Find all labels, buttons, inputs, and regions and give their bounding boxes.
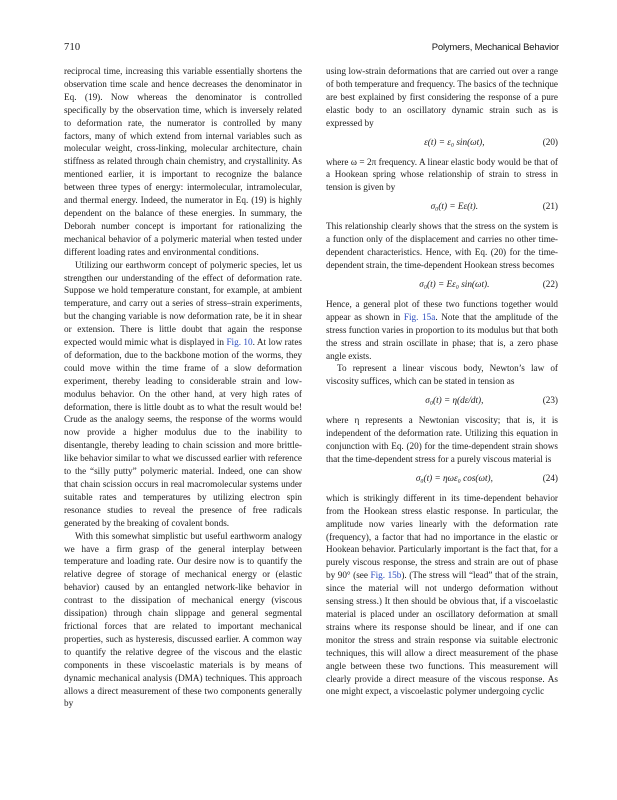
- equation-24: σ₀(t) = ηωε₀ cos(ωt), (24): [415, 472, 558, 483]
- paragraph: which is strikingly different in its time-dependent behavior from the Hookean stress elastic response. In particular, the amplitude now varies linearly with the deformation rate (frequency), a factor that had no importance in the elastic or Hookean behavior. Particularly important is the fact that, for a purely viscous response, the stress and strain are out of phase by 90° (see Fig. 15b). (The stress will “lead” that of the strain, since the material will not undergo deformation without sensing stress.) It then should be obvious that, if a viscoelastic material is placed under an oscillatory deformation at small strains where its response should be linear, and if one can monitor the stress and strain response via suitable electronic techniques, this will allow a direct measurement of the phase angle between these two functions. This measurement will clearly provide a direct measure of the viscous response. As one might expect, a viscoelastic polymer undergoing cyclic: [326, 492, 558, 697]
- page-number: 710: [64, 42, 81, 53]
- equation-number: (24): [542, 472, 558, 483]
- equation-22: σ₀(t) = Eε₀ sin(ωt). (22): [419, 278, 558, 289]
- paragraph: With this somewhat simplistic but useful earthworm analogy we have a firm grasp of the general interplay between temperature and loading rate. Our desire now is to quantify the relative degree of storage of mechanical energy or (elastic behavior) caused by an entangled network-like behavior in contrast to the dissipation of mechanical energy (viscous dissipation) through chain slippage and general segmental frictional forces that are related to important mechanical properties, such as hysteresis, discussed earlier. A common way to quantify the relative degree of the viscous and the elastic components in these viscoelastic materials is by means of dynamic mechanical analysis (DMA) techniques. This approach allows a direct measurement of these two components generally by: [64, 530, 302, 709]
- equation-number: (20): [542, 136, 558, 147]
- figure-link[interactable]: Fig. 15b: [370, 570, 402, 581]
- paragraph: To represent a linear viscous body, Newton’s law of viscosity suffices, which can be stated in tension as: [326, 363, 558, 387]
- figure-link[interactable]: Fig. 10: [226, 337, 253, 348]
- paragraph: where ω = 2π frequency. A linear elastic body would be that of a Hookean spring whose relationship of strain to stress in tension is given by: [326, 156, 558, 193]
- paragraph: reciprocal time, increasing this variable essentially shortens the observation time scale and hence decreases the denominator in Eq. (19). Now whereas the denominator is controlled specifically by the observation time, which is inversely related to deformation rate, the numerator is controlled by many factors, many of which extend from internal variables such as molecular weight, cross-linking, molecular architecture, chain stiffness as related through chain chemistry, and crystallinity. As mentioned earlier, it is important to recognize the balance between three types of energy: intermolecular, intramolecular, and thermal energy. Indeed, the numerator in Eq. (19) is highly dependent on the balance of these energies. In summary, the Deborah number concept is important for rationalizing the mechanical behavior of a polymeric material when tested under different loading rates and environmental conditions.: [64, 66, 302, 257]
- paragraph: where η represents a Newtonian viscosity; that is, it is independent of the deformation rate. Utilizing this equation in conjunction with Eq. (20) for the time-dependent strain shows that the time-dependent stress for a purely viscous material is: [326, 415, 558, 464]
- equation-23: σ₀(t) = η(dε/dt), (23): [425, 395, 558, 406]
- paragraph: Utilizing our earthworm concept of polymeric species, let us strengthen our understanding of the effect of deformation rate. Suppose we hold temperature constant, for example, at ambient temperature, and carry out a series of stress–strain experiments, but the changing variable is now deformation rate, be it in shear or extension. There is little doubt that again the response expected would mimic what is displayed in Fig. 10. At low rates of deformation, due to the backbone motion of the worms, they could move within the time frame of a slow deformation experiment, thereby leading to considerable strain and low-modulus behavior. On the other hand, at very high rates of deformation, there is little doubt as to what the result would be! Crude as the analogy seems, the response of the worms would now provide a higher modulus due to the inability to disentangle, thereby leading to chain scission and more brittle-like behavior similar to what we discussed earlier with reference to the “silly putty” polymeric material. Indeed, one can show that chain scission occurs in real macromolecular systems under suitable rates and temperatures by utilizing electron spin resonance studies to reveal the presence of free radicals generated by the breaking of covalent bonds.: [64, 259, 302, 528]
- paragraph: This relationship clearly shows that the stress on the system is a function only of the displacement and carries no other time-dependent characteristics. Hence, with Eq. (20) for the time-dependent strain, the time-dependent Hookean stress becomes: [326, 221, 558, 270]
- paragraph: using low-strain deformations that are carried out over a range of both temperature and frequency. The basics of the technique are best explained by first considering the response of a pure elastic body to an oscillatory dynamic strain such as is expressed by: [326, 66, 558, 128]
- equation-number: (22): [542, 278, 558, 289]
- equation-21: σ₀(t) = Eε(t). (21): [430, 201, 558, 212]
- right-column: [326, 65, 558, 698]
- equation-number: (21): [542, 201, 558, 212]
- equation-20: ε(t) = ε₀ sin(ωt), (20): [424, 136, 558, 147]
- running-head: Polymers, Mechanical Behavior: [431, 42, 559, 53]
- equation-number: (23): [542, 395, 558, 406]
- left-column: [64, 65, 302, 710]
- paragraph: Hence, a general plot of these two functions together would appear as shown in Fig. 15a. Note that the amplitude of the stress function varies in proportion to its modulus but that both the stress and strain oscillate in phase; that is, a zero phase angle exists.: [326, 298, 558, 361]
- figure-link[interactable]: Fig. 15a: [403, 311, 436, 322]
